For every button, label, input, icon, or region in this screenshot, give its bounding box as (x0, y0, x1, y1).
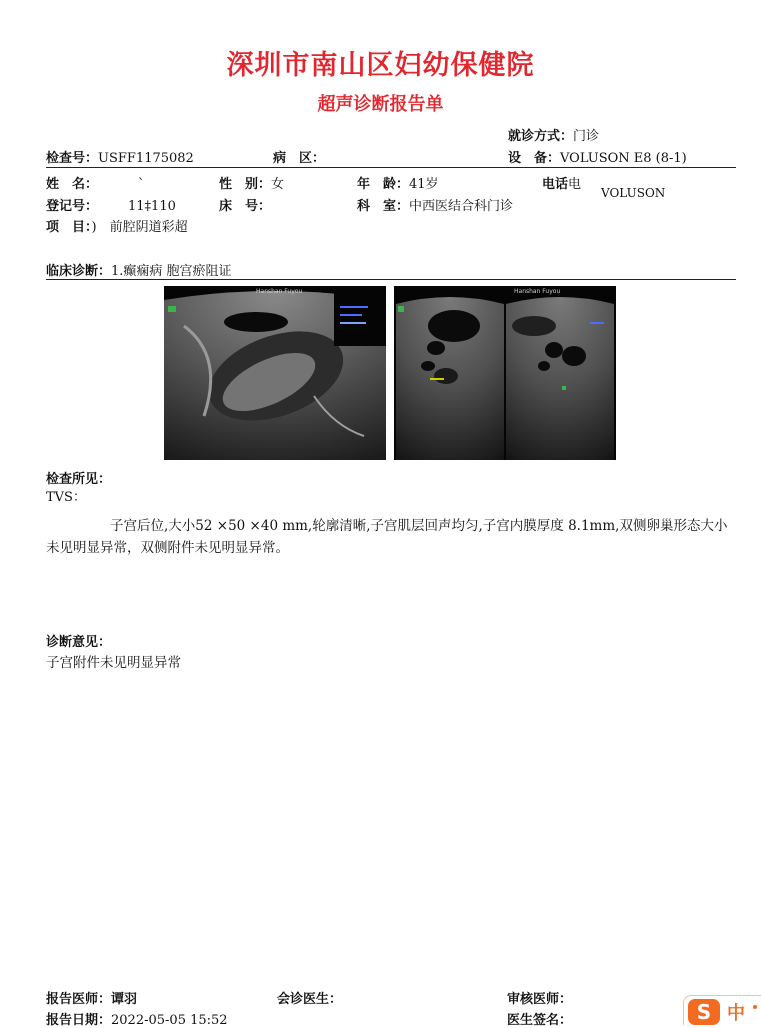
department-value: 中西医结合科门诊 (409, 199, 514, 214)
ward (273, 147, 325, 166)
exam-number-value: USFF1175082 (98, 151, 194, 166)
registration-number-value: 11‡110 (128, 199, 176, 214)
clinical-diagnosis-label: 临床诊断： (46, 264, 112, 279)
hospital-name: 深圳市南山区妇幼保健院 (226, 50, 535, 81)
clinical-diagnosis (46, 260, 232, 279)
findings-label: 检查所见： (46, 472, 112, 487)
ward-label: 病 区： (273, 151, 326, 166)
patient-name-value: ` (138, 177, 145, 192)
patient-phone-value: 电 (568, 177, 582, 192)
reporting-physician (46, 988, 137, 1007)
diagnosis-value: 子宫附件未见明显异常 (46, 655, 181, 671)
visit-mode-label: 就诊方式： (508, 129, 574, 144)
patient-name (46, 173, 145, 192)
ime-toolbar[interactable] (683, 995, 761, 1024)
patient-phone-label: 电话 (542, 177, 569, 192)
bed-number-label: 床 号： (219, 199, 272, 214)
scan-caption: Hanshan Fuyou (514, 288, 561, 295)
exam-number (46, 147, 194, 166)
registration-number-label: 登记号： (46, 199, 99, 214)
exam-item-label: 项 目： (46, 220, 92, 235)
reviewing-physician (507, 988, 572, 1007)
report-date-label: 报告日期： (46, 1013, 112, 1028)
report-date-value: 2022-05-05 15:52 (111, 1013, 228, 1028)
patient-age (357, 173, 439, 192)
patient-name-label: 姓 名： (46, 177, 99, 192)
reporting-physician-label: 报告医师： (46, 992, 112, 1007)
report-title: 超声诊断报告单 (317, 94, 444, 115)
doctor-signature-label: 医生签名： (507, 1013, 573, 1028)
ime-mode-chinese[interactable]: 中 (727, 1003, 745, 1024)
phone-overlay-text: VOLUSON (601, 186, 666, 200)
consulting-doctor (277, 988, 342, 1007)
findings-method: TVS： (46, 490, 86, 505)
exam-item-value: ) 前腔阴道彩超 (91, 220, 188, 235)
ultrasound-image-ovaries (394, 286, 616, 460)
diagnosis-label: 诊断意见： (46, 635, 112, 650)
visit-mode-value: 门诊 (573, 129, 600, 144)
clinical-divider (46, 279, 736, 280)
exam-number-label: 检查号： (46, 151, 99, 166)
department-label: 科 室： (357, 199, 410, 214)
device (508, 147, 687, 166)
patient-phone (542, 173, 581, 192)
patient-sex-value: 女 (271, 177, 285, 192)
exam-item (46, 216, 188, 235)
bed-number (219, 195, 271, 214)
ultrasound-scan-graphic (164, 286, 386, 460)
reporting-physician-value: 谭羽 (111, 992, 138, 1007)
ime-logo-icon[interactable]: S (688, 999, 720, 1025)
device-label: 设 备： (508, 151, 561, 166)
ime-dot-icon (753, 1005, 757, 1009)
consulting-doctor-label: 会诊医生： (277, 992, 343, 1007)
ultrasound-image-uterus (164, 286, 386, 460)
patient-sex (219, 173, 284, 192)
scan-caption: Hanshan Fuyou (256, 288, 303, 295)
header-divider (46, 167, 736, 168)
department (357, 195, 513, 214)
registration-number (46, 195, 176, 214)
patient-age-label: 年 龄： (357, 177, 410, 192)
reviewing-physician-label: 审核医师： (507, 992, 573, 1007)
visit-mode (508, 125, 599, 144)
report-date (46, 1009, 228, 1028)
doctor-signature (507, 1009, 572, 1028)
findings-text: 子宫后位,大小52 ×50 ×40 mm,轮廓清晰,子宫肌层回声均匀,子宫内膜厚度 8.1mm,双侧卵巢形态大小未见明显异常，双侧附件未见明显异常。 (46, 518, 728, 556)
clinical-diagnosis-value: 1.癫痫病 胞宫瘀阻证 (111, 264, 232, 279)
patient-sex-label: 性 别： (219, 177, 272, 192)
patient-age-value: 41岁 (409, 177, 439, 192)
ultrasound-scan-graphic (394, 286, 616, 460)
device-value: VOLUSON E8 (8-1) (560, 151, 687, 166)
